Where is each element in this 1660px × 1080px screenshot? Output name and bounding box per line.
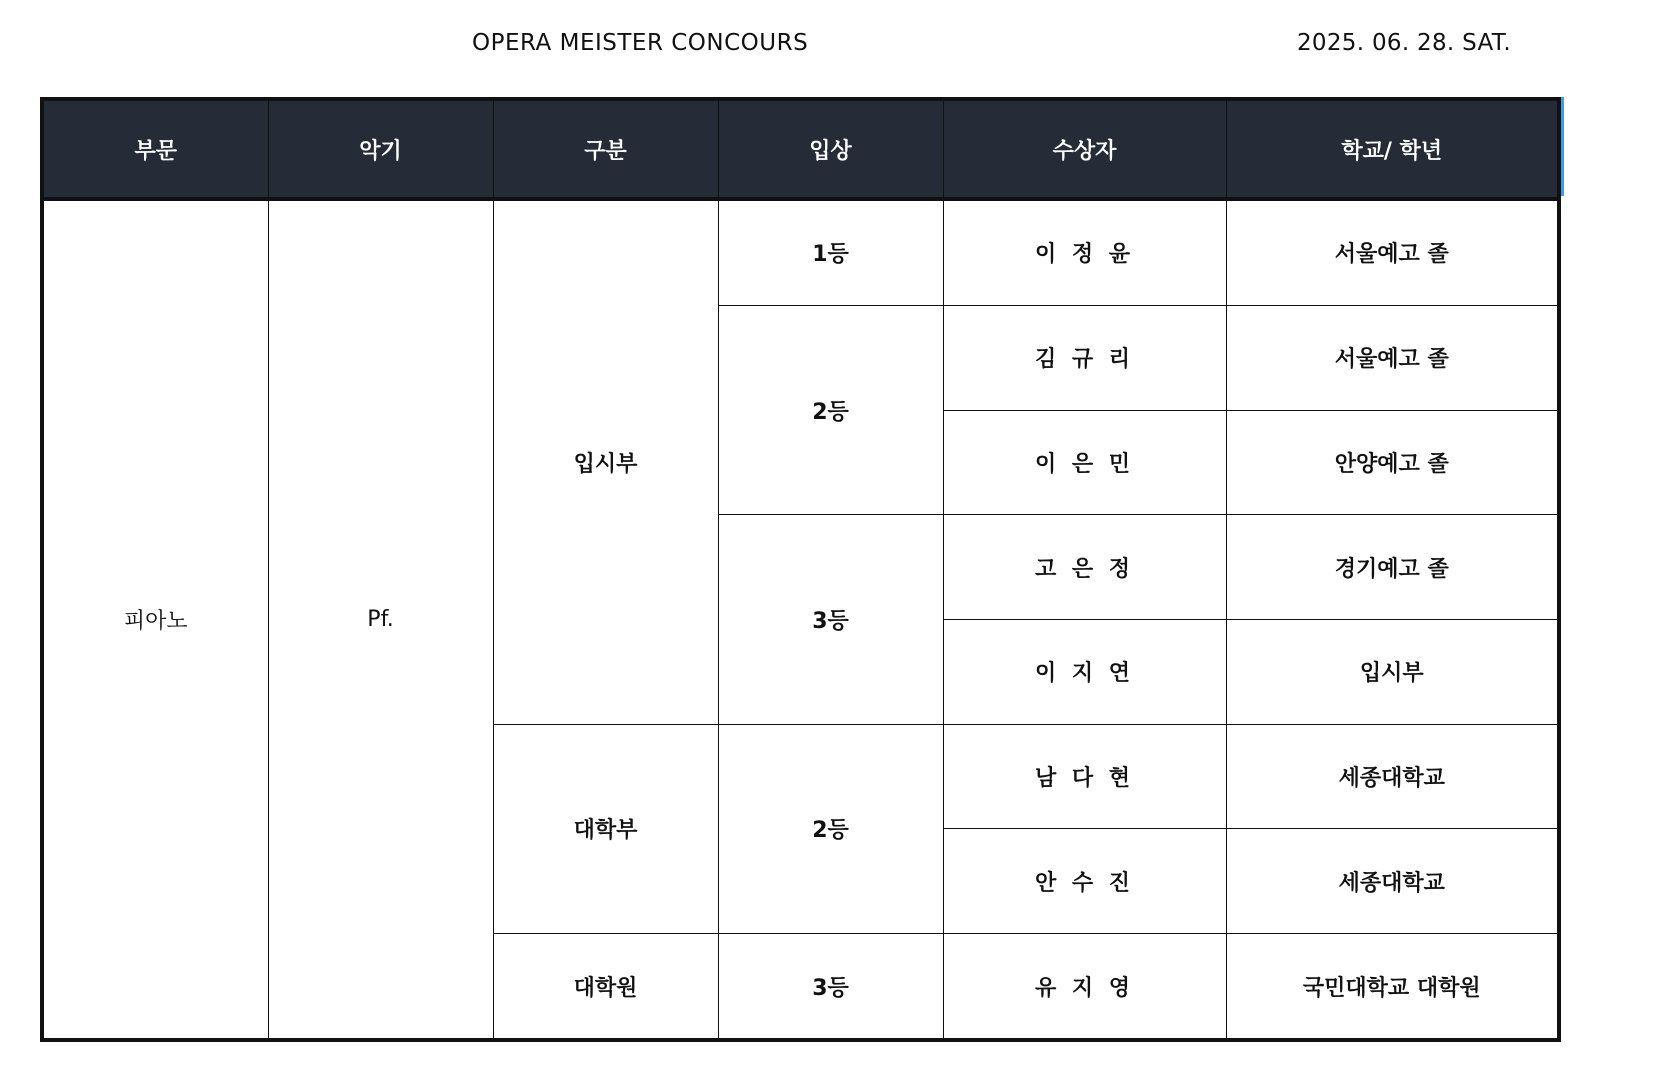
- rank-cell: 3등: [718, 934, 943, 1040]
- winner-name: 남 다 현: [943, 724, 1226, 829]
- column-header-instrument: 악기: [268, 99, 493, 199]
- division-cell: 피아노: [42, 199, 268, 1040]
- table-row: [42, 199, 1559, 305]
- winner-school: 경기예고 졸: [1226, 515, 1559, 620]
- winner-school: 서울예고 졸: [1226, 305, 1559, 410]
- page-date: 2025. 06. 28. SAT.: [1297, 30, 1511, 56]
- winner-name: 이 은 민: [943, 410, 1226, 515]
- winner-school: 국민대학교 대학원: [1226, 934, 1559, 1040]
- column-header-rank: 입상: [718, 99, 943, 199]
- winner-school: 안양예고 졸: [1226, 410, 1559, 515]
- rank-cell: 2등: [718, 724, 943, 933]
- instrument-cell: Pf.: [268, 199, 493, 1040]
- page-title: OPERA MEISTER CONCOURS: [472, 30, 809, 56]
- winner-name: 유 지 영: [943, 934, 1226, 1040]
- column-header-category: 구분: [493, 99, 718, 199]
- category-cell: 대학원: [493, 934, 718, 1040]
- winner-school: 세종대학교: [1226, 724, 1559, 829]
- winner-name: 고 은 정: [943, 515, 1226, 620]
- rank-cell: 2등: [718, 305, 943, 514]
- rank-cell: 3등: [718, 515, 943, 724]
- winner-name: 이 정 윤: [943, 199, 1226, 305]
- table-header-row: [42, 99, 1559, 199]
- rank-cell: 1등: [718, 199, 943, 305]
- category-cell: 대학부: [493, 724, 718, 933]
- winner-school: 세종대학교: [1226, 829, 1559, 934]
- column-header-winner: 수상자: [943, 99, 1226, 199]
- column-header-division: 부문: [42, 99, 268, 199]
- column-header-school: 학교/ 학년: [1226, 99, 1559, 199]
- winner-school: 서울예고 졸: [1226, 199, 1559, 305]
- category-cell: 입시부: [493, 199, 718, 724]
- winner-name: 이 지 연: [943, 619, 1226, 724]
- results-table: [40, 97, 1561, 1042]
- winner-name: 김 규 리: [943, 305, 1226, 410]
- winner-name: 안 수 진: [943, 829, 1226, 934]
- winner-school: 입시부: [1226, 619, 1559, 724]
